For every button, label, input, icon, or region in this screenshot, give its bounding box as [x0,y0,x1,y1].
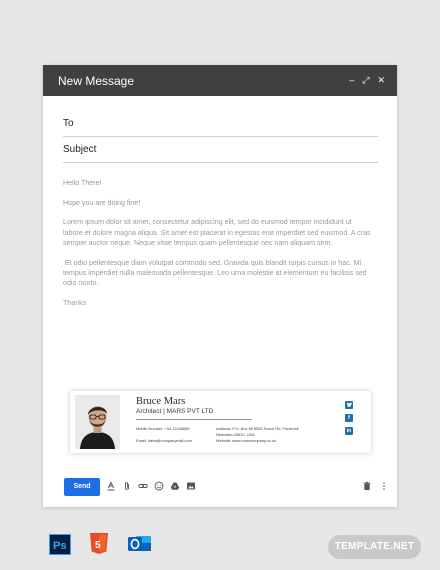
signature-address-line2: Nebraska 20620, USA [216,431,255,437]
body-line: Hope you are doing fine! [63,198,141,207]
compose-toolbar [43,475,397,497]
template-brand-badge[interactable]: TEMPLATE.NET [328,535,421,559]
message-body[interactable] [63,178,371,317]
signature-divider [136,419,252,420]
signature-address [216,426,299,443]
trash-icon[interactable] [361,480,372,491]
close-icon[interactable]: ✕ [377,75,385,85]
to-field[interactable] [63,117,378,137]
signature-name: Bruce Mars [136,396,186,407]
body-paragraph-1: Lorem ipsum dolor sit amet, consectetur adipiscing elit, sed do euismod tempor incididunt ut labore et dolore magna aliqua. Sit amet est placerat in egestas erat imperdiet sed euismod. A cras semper auctor neque. Neque vitae tempus quam pellentesque nec nam aliquam sem. [63,218,371,247]
closing-text: Thanks [63,298,87,307]
compose-actions [361,480,389,491]
facebook-icon[interactable]: f [345,414,353,422]
html5-icon [89,533,109,560]
svg-text:5: 5 [95,540,101,551]
compatible-apps [49,533,153,560]
signature-website[interactable]: Website: www.marscompany.co.uk [216,437,276,443]
image-icon[interactable] [185,480,196,491]
body-paragraph-2: Et odio pellentesque diam volutpat commodo sed. Gravida quis blandit turpis cursus in hac. Mi tempus imperdiet nulla malesuada pellentesque. Leo urna molestie at elementum eu facilisis sed odio morbi. [63,258,369,287]
send-button[interactable]: Send [64,478,100,496]
signature-contact [136,426,192,443]
linkedin-icon[interactable]: in [346,428,352,434]
greeting-text: Hello There! [63,179,102,187]
formatting-tools [105,480,196,491]
signature-email[interactable]: Email: darla@companymail.com [136,437,192,443]
to-label: To [63,118,74,129]
window-title: New Message [58,73,135,88]
photoshop-icon [49,534,71,560]
avatar [75,395,120,449]
outlook-icon [127,533,153,560]
email-signature [70,391,371,453]
drive-icon[interactable] [169,480,180,491]
link-icon[interactable] [137,480,148,491]
text-format-icon[interactable] [105,480,116,491]
signature-address-line1: Address: P.O. Box 89 8562 Fusce Rd. Frederick [216,426,299,431]
expand-icon[interactable]: ⤢ [362,75,370,85]
compose-window [43,65,397,507]
compose-titlebar [43,65,397,96]
emoji-icon[interactable] [153,480,164,491]
minimize-icon[interactable]: – [349,75,355,85]
twitter-icon[interactable] [345,401,353,409]
attachment-icon[interactable] [121,480,132,491]
signature-role: Architect | MARS PVT LTD [136,408,214,415]
signature-mobile: Mobile Number: +54 12345689 [136,426,190,431]
subject-label: Subject [63,144,97,155]
more-options-icon[interactable] [378,480,389,491]
social-links [345,401,353,435]
svg-text:Ps: Ps [53,539,67,552]
window-controls [349,76,385,85]
subject-field[interactable] [63,143,378,163]
